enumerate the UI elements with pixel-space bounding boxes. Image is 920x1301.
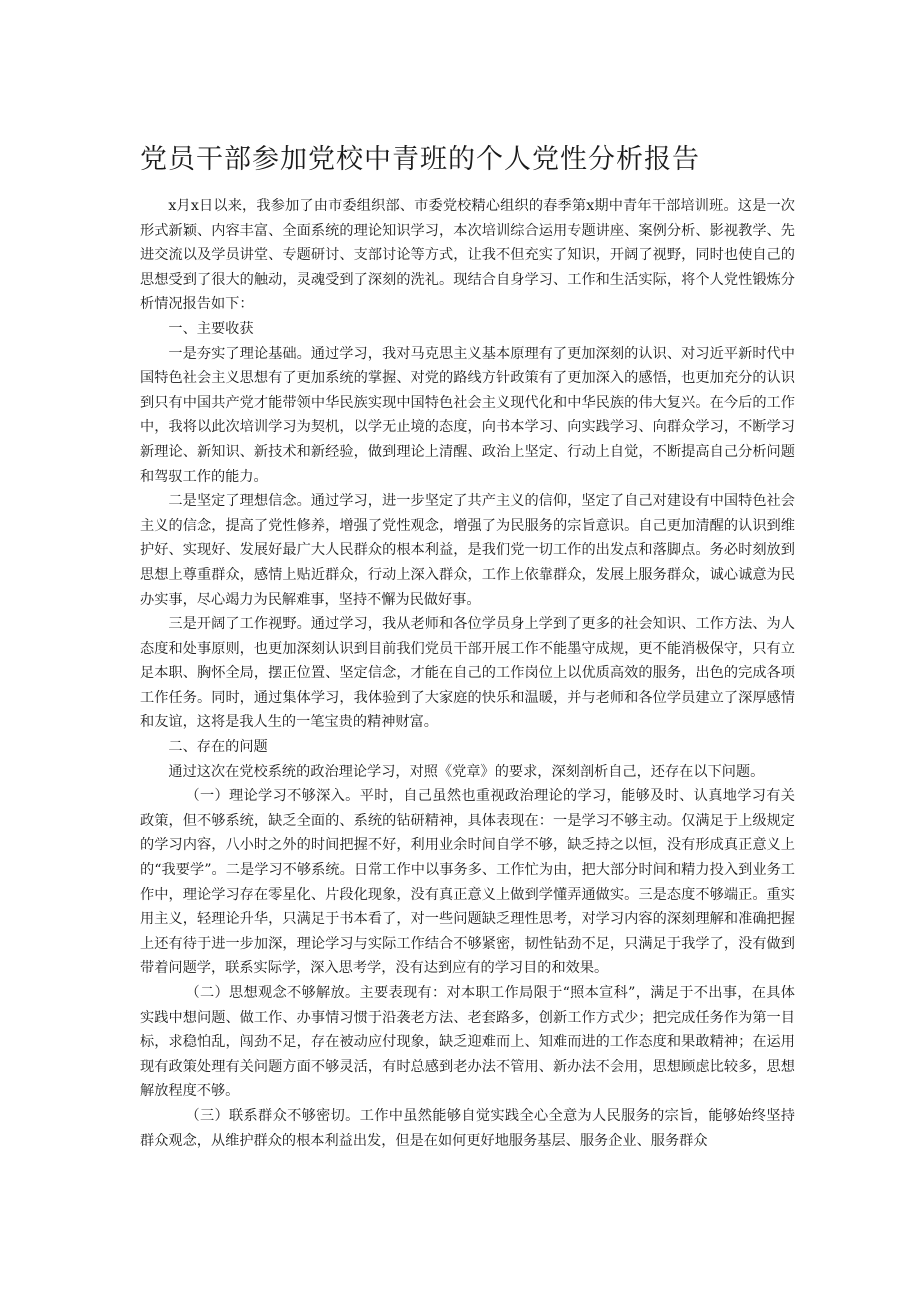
section-heading-problems: 二、存在的问题 [168, 739, 268, 756]
gain-vision-paragraph: 三是开阔了工作视野。通过学习，我从老师和各位学员身上学到了更多的社会知识、工作方法、为人态度和处事原则，也更加深刻认识到目前我们党员干部开展工作不能墨守成规，更不能消极保守，只有立足本职、胸怀全局，摆正位置、坚定信念，才能在自己的工作岗位上以优质高效的服务，出色的完成各项工作任务。同时，通过集体学习，我体验到了大家庭的快乐和温暖，并与老师和各位学员建立了深厚感情和友谊，这将是我人生的一笔宝贵的精神财富。 [140, 616, 795, 731]
problem-thinking-paragraph: （二）思想观念不够解放。主要表现有：对本职工作局限于“照本宣科”，满足于不出事，在具体实践中想问题、做工作、办事情习惯于沿袭老方法、老套路多，创新工作方式少；把完成任务作为第一目标，求稳怕乱，闯劲不足，存在被动应付现象，缺乏迎难而上、知难而进的工作态度和果敢精神；在运用现有政策处理有关问题方面不够灵活，有时总感到老办法不管用、新办法不会用，思想顾虑比较多，思想解放程度不够。 [140, 985, 795, 1100]
section-heading-main-gains: 一、主要收获 [168, 320, 254, 337]
gain-belief-paragraph: 二是坚定了理想信念。通过学习，进一步坚定了共产主义的信仰，坚定了自己对建设有中国特色社会主义的信念，提高了党性修养，增强了党性观念，增强了为民服务的宗旨意识。自己更加清醒的认识到维护好、实现好、发展好最广大人民群众的根本利益，是我们党一切工作的出发点和落脚点。务必时刻放到思想上尊重群众，感情上贴近群众，行动上深入群众，工作上依靠群众，发展上服务群众，诚心诚意为民办实事，尽心竭力为民解难事，坚持不懈为民做好事。 [140, 493, 795, 608]
problem-masses-paragraph: （三）联系群众不够密切。工作中虽然能够自觉实践全心全意为人民服务的宗旨，能够始终坚持群众观念，从维护群众的根本利益出发，但是在如何更好地服务基层、服务企业、服务群众 [140, 1107, 795, 1149]
problems-intro-paragraph: 通过这次在党校系统的政治理论学习，对照《党章》的要求，深刻剖析自己，还存在以下问题。 [168, 763, 765, 780]
intro-paragraph: x月x日以来，我参加了由市委组织部、市委党校精心组织的春季第x期中青年干部培训班。这是一次形式新颖、内容丰富、全面系统的理论知识学习，本次培训综合运用专题讲座、案例分析、影视教学、先进交流以及学员讲堂、专题研讨、支部讨论等方式，让我不但充实了知识，开阔了视野，同时也使自己的思想受到了很大的触动，灵魂受到了深刻的洗礼。现结合自身学习、工作和生活实际，将个人党性锻炼分析情况报告如下： [140, 198, 795, 313]
document-title: 党员干部参加党校中青班的个人党性分析报告 [140, 144, 700, 175]
problem-theory-paragraph: （一）理论学习不够深入。平时，自己虽然也重视政治理论的学习，能够及时、认真地学习有关政策，但不够系统，缺乏全面的、系统的钻研精神，具体表现在：一是学习不够主动。仅满足于上级规定的学习内容，八小时之外的时间把握不好，利用业余时间自学不够，缺乏持之以恒，没有形成真正意义上的“我要学”。二是学习不够系统。日常工作中以事务多、工作忙为由，把大部分时间和精力投入到业务工作中，理论学习存在零星化、片段化现象，没有真正意义上做到学懂弄通做实。三是态度不够端正。重实用主义，轻理论升华，只满足于书本看了，对一些问题缺乏理性思考，对学习内容的深刻理解和准确把握上还有待于进一步加深，理论学习与实际工作结合不够紧密，韧性钻劲不足，只满足于我学了，没有做到带着问题学，联系实际学，深入思考学，没有达到应有的学习目的和效果。 [140, 788, 795, 977]
gain-theory-paragraph: 一是夯实了理论基础。通过学习，我对马克思主义基本原理有了更加深刻的认识、对习近平新时代中国特色社会主义思想有了更加系统的掌握、对党的路线方针政策有了更加深入的感悟，也更加充分的认识到只有中国共产党才能带领中华民族实现中国特色社会主义现代化和中华民族的伟大复兴。在今后的工作中，我将以此次培训学习为契机，以学无止境的态度，向书本学习、向实践学习、向群众学习，不断学习新理论、新知识、新技术和新经验，做到理论上清醒、政治上坚定、行动上自觉，不断提高自己分析问题和驾驭工作的能力。 [140, 345, 795, 485]
document-page [140, 140, 795, 1153]
